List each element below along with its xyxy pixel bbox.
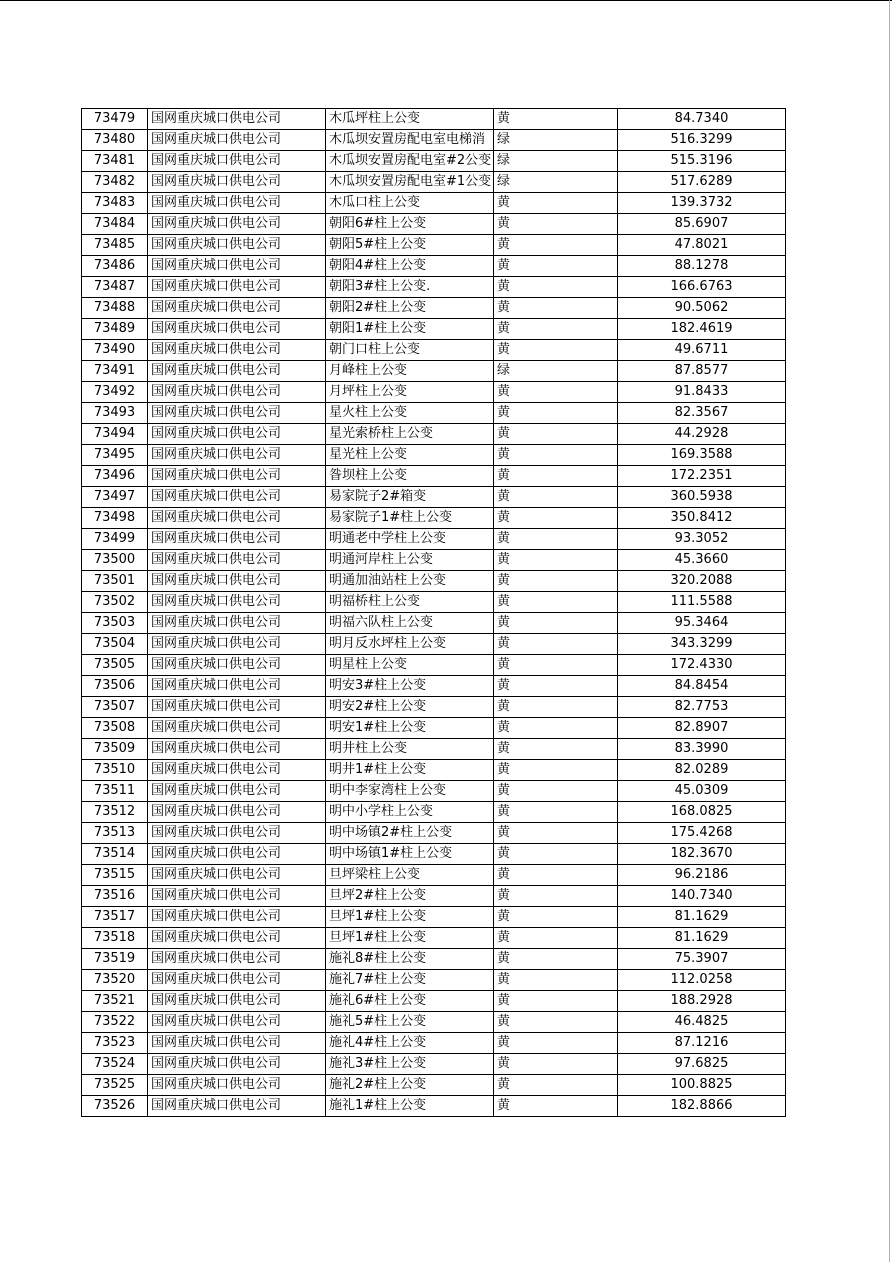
cell-id: 73507 bbox=[82, 697, 148, 718]
table-row bbox=[82, 739, 786, 760]
cell-id: 73485 bbox=[82, 235, 148, 256]
cell-transformer-name: 木瓜坝安置房配电室电梯消 bbox=[326, 130, 494, 151]
table-row bbox=[82, 109, 786, 130]
cell-transformer-name: 星火柱上公变 bbox=[326, 403, 494, 424]
cell-value: 166.6763 bbox=[618, 277, 786, 298]
table-row bbox=[82, 256, 786, 277]
cell-transformer-name: 木瓜坪柱上公变 bbox=[326, 109, 494, 130]
cell-value: 82.0289 bbox=[618, 760, 786, 781]
cell-value: 75.3907 bbox=[618, 949, 786, 970]
cell-level: 黄 bbox=[494, 298, 618, 319]
cell-level: 黄 bbox=[494, 466, 618, 487]
table-row bbox=[82, 403, 786, 424]
cell-id: 73511 bbox=[82, 781, 148, 802]
cell-company: 国网重庆城口供电公司 bbox=[148, 382, 326, 403]
cell-company: 国网重庆城口供电公司 bbox=[148, 844, 326, 865]
cell-id: 73487 bbox=[82, 277, 148, 298]
cell-level: 黄 bbox=[494, 634, 618, 655]
cell-id: 73520 bbox=[82, 970, 148, 991]
cell-id: 73490 bbox=[82, 340, 148, 361]
cell-level: 绿 bbox=[494, 151, 618, 172]
cell-company: 国网重庆城口供电公司 bbox=[148, 1075, 326, 1096]
table-row bbox=[82, 151, 786, 172]
cell-id: 73480 bbox=[82, 130, 148, 151]
cell-transformer-name: 施礼7#柱上公变 bbox=[326, 970, 494, 991]
cell-value: 91.8433 bbox=[618, 382, 786, 403]
cell-value: 46.4825 bbox=[618, 1012, 786, 1033]
table-row bbox=[82, 760, 786, 781]
table-row bbox=[82, 571, 786, 592]
cell-value: 97.6825 bbox=[618, 1054, 786, 1075]
cell-id: 73489 bbox=[82, 319, 148, 340]
cell-id: 73484 bbox=[82, 214, 148, 235]
cell-transformer-name: 明福六队柱上公变 bbox=[326, 613, 494, 634]
cell-id: 73502 bbox=[82, 592, 148, 613]
table-row bbox=[82, 844, 786, 865]
table-row bbox=[82, 928, 786, 949]
cell-company: 国网重庆城口供电公司 bbox=[148, 172, 326, 193]
cell-id: 73509 bbox=[82, 739, 148, 760]
cell-company: 国网重庆城口供电公司 bbox=[148, 466, 326, 487]
cell-value: 96.2186 bbox=[618, 865, 786, 886]
cell-level: 黄 bbox=[494, 886, 618, 907]
cell-value: 87.1216 bbox=[618, 1033, 786, 1054]
cell-level: 绿 bbox=[494, 130, 618, 151]
cell-company: 国网重庆城口供电公司 bbox=[148, 508, 326, 529]
cell-value: 83.3990 bbox=[618, 739, 786, 760]
table-row bbox=[82, 550, 786, 571]
substation-table bbox=[81, 108, 786, 1117]
table-row bbox=[82, 235, 786, 256]
cell-level: 黄 bbox=[494, 109, 618, 130]
cell-level: 黄 bbox=[494, 655, 618, 676]
table-row bbox=[82, 781, 786, 802]
cell-company: 国网重庆城口供电公司 bbox=[148, 949, 326, 970]
table-row bbox=[82, 1096, 786, 1117]
cell-id: 73491 bbox=[82, 361, 148, 382]
cell-company: 国网重庆城口供电公司 bbox=[148, 403, 326, 424]
cell-company: 国网重庆城口供电公司 bbox=[148, 613, 326, 634]
cell-level: 绿 bbox=[494, 172, 618, 193]
cell-transformer-name: 旦坪1#柱上公变 bbox=[326, 928, 494, 949]
cell-transformer-name: 易家院子2#箱变 bbox=[326, 487, 494, 508]
cell-level: 黄 bbox=[494, 865, 618, 886]
table-row bbox=[82, 1033, 786, 1054]
table-row bbox=[82, 529, 786, 550]
cell-level: 黄 bbox=[494, 970, 618, 991]
cell-transformer-name: 明井1#柱上公变 bbox=[326, 760, 494, 781]
cell-company: 国网重庆城口供电公司 bbox=[148, 151, 326, 172]
table-row bbox=[82, 1075, 786, 1096]
cell-company: 国网重庆城口供电公司 bbox=[148, 865, 326, 886]
cell-transformer-name: 明通老中学柱上公变 bbox=[326, 529, 494, 550]
table-row bbox=[82, 361, 786, 382]
cell-id: 73492 bbox=[82, 382, 148, 403]
cell-transformer-name: 旦坪1#柱上公变 bbox=[326, 907, 494, 928]
cell-id: 73482 bbox=[82, 172, 148, 193]
cell-value: 45.0309 bbox=[618, 781, 786, 802]
cell-transformer-name: 施礼5#柱上公变 bbox=[326, 1012, 494, 1033]
cell-company: 国网重庆城口供电公司 bbox=[148, 928, 326, 949]
cell-transformer-name: 星光柱上公变 bbox=[326, 445, 494, 466]
cell-id: 73525 bbox=[82, 1075, 148, 1096]
cell-transformer-name: 施礼8#柱上公变 bbox=[326, 949, 494, 970]
table-row bbox=[82, 613, 786, 634]
cell-transformer-name: 木瓜坝安置房配电室#2公变 bbox=[326, 151, 494, 172]
cell-value: 182.8866 bbox=[618, 1096, 786, 1117]
cell-id: 73506 bbox=[82, 676, 148, 697]
cell-value: 517.6289 bbox=[618, 172, 786, 193]
cell-company: 国网重庆城口供电公司 bbox=[148, 697, 326, 718]
cell-value: 45.3660 bbox=[618, 550, 786, 571]
table-row bbox=[82, 823, 786, 844]
cell-transformer-name: 明中李家湾柱上公变 bbox=[326, 781, 494, 802]
cell-id: 73516 bbox=[82, 886, 148, 907]
cell-transformer-name: 星光索桥柱上公变 bbox=[326, 424, 494, 445]
cell-id: 73486 bbox=[82, 256, 148, 277]
cell-value: 100.8825 bbox=[618, 1075, 786, 1096]
cell-id: 73481 bbox=[82, 151, 148, 172]
cell-level: 黄 bbox=[494, 1033, 618, 1054]
cell-id: 73526 bbox=[82, 1096, 148, 1117]
cell-transformer-name: 朝阳3#柱上公变. bbox=[326, 277, 494, 298]
cell-id: 73488 bbox=[82, 298, 148, 319]
cell-level: 黄 bbox=[494, 1075, 618, 1096]
cell-value: 49.6711 bbox=[618, 340, 786, 361]
cell-company: 国网重庆城口供电公司 bbox=[148, 634, 326, 655]
table-row bbox=[82, 718, 786, 739]
cell-company: 国网重庆城口供电公司 bbox=[148, 424, 326, 445]
table-row bbox=[82, 319, 786, 340]
cell-level: 黄 bbox=[494, 403, 618, 424]
cell-id: 73518 bbox=[82, 928, 148, 949]
cell-company: 国网重庆城口供电公司 bbox=[148, 907, 326, 928]
cell-level: 黄 bbox=[494, 550, 618, 571]
cell-level: 黄 bbox=[494, 949, 618, 970]
cell-id: 73513 bbox=[82, 823, 148, 844]
cell-level: 黄 bbox=[494, 928, 618, 949]
table-row bbox=[82, 1012, 786, 1033]
table-row bbox=[82, 340, 786, 361]
cell-value: 350.8412 bbox=[618, 508, 786, 529]
table-row bbox=[82, 697, 786, 718]
cell-level: 黄 bbox=[494, 844, 618, 865]
cell-value: 112.0258 bbox=[618, 970, 786, 991]
cell-company: 国网重庆城口供电公司 bbox=[148, 298, 326, 319]
cell-level: 黄 bbox=[494, 382, 618, 403]
cell-transformer-name: 朝阳6#柱上公变 bbox=[326, 214, 494, 235]
cell-transformer-name: 明通加油站柱上公变 bbox=[326, 571, 494, 592]
cell-level: 黄 bbox=[494, 991, 618, 1012]
cell-level: 黄 bbox=[494, 214, 618, 235]
cell-level: 黄 bbox=[494, 760, 618, 781]
cell-level: 绿 bbox=[494, 361, 618, 382]
cell-company: 国网重庆城口供电公司 bbox=[148, 718, 326, 739]
cell-value: 85.6907 bbox=[618, 214, 786, 235]
table-row bbox=[82, 277, 786, 298]
cell-company: 国网重庆城口供电公司 bbox=[148, 277, 326, 298]
cell-id: 73517 bbox=[82, 907, 148, 928]
cell-level: 黄 bbox=[494, 739, 618, 760]
cell-transformer-name: 木瓜坝安置房配电室#1公变 bbox=[326, 172, 494, 193]
cell-company: 国网重庆城口供电公司 bbox=[148, 1033, 326, 1054]
cell-transformer-name: 明中场镇1#柱上公变 bbox=[326, 844, 494, 865]
cell-transformer-name: 昝坝柱上公变 bbox=[326, 466, 494, 487]
table-row bbox=[82, 130, 786, 151]
cell-id: 73522 bbox=[82, 1012, 148, 1033]
cell-company: 国网重庆城口供电公司 bbox=[148, 760, 326, 781]
table-row bbox=[82, 949, 786, 970]
cell-value: 188.2928 bbox=[618, 991, 786, 1012]
cell-level: 黄 bbox=[494, 340, 618, 361]
cell-transformer-name: 木瓜口柱上公变 bbox=[326, 193, 494, 214]
cell-id: 73496 bbox=[82, 466, 148, 487]
cell-company: 国网重庆城口供电公司 bbox=[148, 109, 326, 130]
cell-transformer-name: 明月反水坪柱上公变 bbox=[326, 634, 494, 655]
cell-level: 黄 bbox=[494, 907, 618, 928]
cell-company: 国网重庆城口供电公司 bbox=[148, 1012, 326, 1033]
cell-level: 黄 bbox=[494, 802, 618, 823]
cell-value: 88.1278 bbox=[618, 256, 786, 277]
table-row bbox=[82, 991, 786, 1012]
cell-level: 黄 bbox=[494, 235, 618, 256]
cell-level: 黄 bbox=[494, 1012, 618, 1033]
cell-value: 84.7340 bbox=[618, 109, 786, 130]
cell-value: 515.3196 bbox=[618, 151, 786, 172]
cell-transformer-name: 旦坪2#柱上公变 bbox=[326, 886, 494, 907]
cell-id: 73519 bbox=[82, 949, 148, 970]
cell-id: 73508 bbox=[82, 718, 148, 739]
cell-transformer-name: 明星柱上公变 bbox=[326, 655, 494, 676]
cell-company: 国网重庆城口供电公司 bbox=[148, 886, 326, 907]
cell-transformer-name: 朝阳5#柱上公变 bbox=[326, 235, 494, 256]
cell-company: 国网重庆城口供电公司 bbox=[148, 991, 326, 1012]
cell-level: 黄 bbox=[494, 781, 618, 802]
table-row bbox=[82, 298, 786, 319]
table-row bbox=[82, 865, 786, 886]
cell-value: 182.3670 bbox=[618, 844, 786, 865]
cell-company: 国网重庆城口供电公司 bbox=[148, 235, 326, 256]
table-row bbox=[82, 487, 786, 508]
cell-company: 国网重庆城口供电公司 bbox=[148, 487, 326, 508]
cell-level: 黄 bbox=[494, 193, 618, 214]
cell-value: 111.5588 bbox=[618, 592, 786, 613]
cell-value: 360.5938 bbox=[618, 487, 786, 508]
cell-transformer-name: 月峰柱上公变 bbox=[326, 361, 494, 382]
cell-value: 516.3299 bbox=[618, 130, 786, 151]
cell-id: 73524 bbox=[82, 1054, 148, 1075]
cell-transformer-name: 朝门口柱上公变 bbox=[326, 340, 494, 361]
table-row bbox=[82, 907, 786, 928]
cell-company: 国网重庆城口供电公司 bbox=[148, 739, 326, 760]
cell-id: 73495 bbox=[82, 445, 148, 466]
table-row bbox=[82, 172, 786, 193]
cell-transformer-name: 施礼6#柱上公变 bbox=[326, 991, 494, 1012]
table-row bbox=[82, 802, 786, 823]
cell-transformer-name: 明安2#柱上公变 bbox=[326, 697, 494, 718]
cell-company: 国网重庆城口供电公司 bbox=[148, 1096, 326, 1117]
cell-company: 国网重庆城口供电公司 bbox=[148, 340, 326, 361]
cell-company: 国网重庆城口供电公司 bbox=[148, 445, 326, 466]
cell-level: 黄 bbox=[494, 319, 618, 340]
cell-id: 73479 bbox=[82, 109, 148, 130]
cell-id: 73512 bbox=[82, 802, 148, 823]
page-right-edge bbox=[889, 0, 890, 1262]
cell-value: 82.8907 bbox=[618, 718, 786, 739]
page-top-border bbox=[0, 0, 892, 1]
table-row bbox=[82, 676, 786, 697]
cell-transformer-name: 施礼2#柱上公变 bbox=[326, 1075, 494, 1096]
cell-company: 国网重庆城口供电公司 bbox=[148, 550, 326, 571]
cell-value: 182.4619 bbox=[618, 319, 786, 340]
cell-id: 73499 bbox=[82, 529, 148, 550]
table-row bbox=[82, 382, 786, 403]
cell-company: 国网重庆城口供电公司 bbox=[148, 193, 326, 214]
cell-level: 黄 bbox=[494, 529, 618, 550]
cell-id: 73500 bbox=[82, 550, 148, 571]
cell-level: 黄 bbox=[494, 697, 618, 718]
cell-company: 国网重庆城口供电公司 bbox=[148, 361, 326, 382]
cell-id: 73523 bbox=[82, 1033, 148, 1054]
cell-id: 73510 bbox=[82, 760, 148, 781]
table-row bbox=[82, 424, 786, 445]
cell-value: 81.1629 bbox=[618, 907, 786, 928]
table-row bbox=[82, 445, 786, 466]
table-row bbox=[82, 508, 786, 529]
cell-company: 国网重庆城口供电公司 bbox=[148, 214, 326, 235]
cell-company: 国网重庆城口供电公司 bbox=[148, 970, 326, 991]
cell-transformer-name: 明中小学柱上公变 bbox=[326, 802, 494, 823]
cell-value: 175.4268 bbox=[618, 823, 786, 844]
cell-value: 139.3732 bbox=[618, 193, 786, 214]
cell-value: 320.2088 bbox=[618, 571, 786, 592]
cell-company: 国网重庆城口供电公司 bbox=[148, 571, 326, 592]
table-row bbox=[82, 655, 786, 676]
cell-company: 国网重庆城口供电公司 bbox=[148, 130, 326, 151]
cell-company: 国网重庆城口供电公司 bbox=[148, 823, 326, 844]
cell-level: 黄 bbox=[494, 487, 618, 508]
cell-transformer-name: 明中场镇2#柱上公变 bbox=[326, 823, 494, 844]
cell-transformer-name: 明安3#柱上公变 bbox=[326, 676, 494, 697]
cell-id: 73493 bbox=[82, 403, 148, 424]
cell-company: 国网重庆城口供电公司 bbox=[148, 319, 326, 340]
cell-company: 国网重庆城口供电公司 bbox=[148, 529, 326, 550]
cell-level: 黄 bbox=[494, 718, 618, 739]
cell-value: 90.5062 bbox=[618, 298, 786, 319]
cell-level: 黄 bbox=[494, 1096, 618, 1117]
cell-value: 95.3464 bbox=[618, 613, 786, 634]
cell-company: 国网重庆城口供电公司 bbox=[148, 676, 326, 697]
table-row bbox=[82, 634, 786, 655]
cell-id: 73497 bbox=[82, 487, 148, 508]
cell-level: 黄 bbox=[494, 592, 618, 613]
cell-id: 73505 bbox=[82, 655, 148, 676]
cell-value: 169.3588 bbox=[618, 445, 786, 466]
cell-id: 73501 bbox=[82, 571, 148, 592]
table-body bbox=[82, 109, 786, 1117]
cell-transformer-name: 朝阳2#柱上公变 bbox=[326, 298, 494, 319]
cell-value: 172.4330 bbox=[618, 655, 786, 676]
cell-level: 黄 bbox=[494, 823, 618, 844]
cell-id: 73514 bbox=[82, 844, 148, 865]
cell-transformer-name: 旦坪梁柱上公变 bbox=[326, 865, 494, 886]
cell-transformer-name: 施礼1#柱上公变 bbox=[326, 1096, 494, 1117]
cell-company: 国网重庆城口供电公司 bbox=[148, 1054, 326, 1075]
cell-level: 黄 bbox=[494, 508, 618, 529]
cell-transformer-name: 施礼4#柱上公变 bbox=[326, 1033, 494, 1054]
cell-level: 黄 bbox=[494, 613, 618, 634]
cell-transformer-name: 月坪柱上公变 bbox=[326, 382, 494, 403]
cell-level: 黄 bbox=[494, 1054, 618, 1075]
cell-value: 168.0825 bbox=[618, 802, 786, 823]
table-row bbox=[82, 214, 786, 235]
cell-level: 黄 bbox=[494, 445, 618, 466]
cell-level: 黄 bbox=[494, 424, 618, 445]
cell-value: 82.7753 bbox=[618, 697, 786, 718]
cell-level: 黄 bbox=[494, 277, 618, 298]
cell-id: 73483 bbox=[82, 193, 148, 214]
cell-company: 国网重庆城口供电公司 bbox=[148, 781, 326, 802]
cell-company: 国网重庆城口供电公司 bbox=[148, 592, 326, 613]
cell-level: 黄 bbox=[494, 571, 618, 592]
cell-transformer-name: 明井柱上公变 bbox=[326, 739, 494, 760]
cell-value: 140.7340 bbox=[618, 886, 786, 907]
cell-company: 国网重庆城口供电公司 bbox=[148, 802, 326, 823]
cell-transformer-name: 朝阳4#柱上公变 bbox=[326, 256, 494, 277]
cell-id: 73503 bbox=[82, 613, 148, 634]
table-row bbox=[82, 1054, 786, 1075]
cell-value: 343.3299 bbox=[618, 634, 786, 655]
cell-id: 73515 bbox=[82, 865, 148, 886]
cell-transformer-name: 易家院子1#柱上公变 bbox=[326, 508, 494, 529]
cell-transformer-name: 明福桥柱上公变 bbox=[326, 592, 494, 613]
cell-value: 84.8454 bbox=[618, 676, 786, 697]
cell-value: 172.2351 bbox=[618, 466, 786, 487]
cell-value: 44.2928 bbox=[618, 424, 786, 445]
cell-id: 73521 bbox=[82, 991, 148, 1012]
cell-value: 82.3567 bbox=[618, 403, 786, 424]
cell-company: 国网重庆城口供电公司 bbox=[148, 256, 326, 277]
cell-value: 81.1629 bbox=[618, 928, 786, 949]
cell-transformer-name: 明安1#柱上公变 bbox=[326, 718, 494, 739]
table-row bbox=[82, 466, 786, 487]
cell-level: 黄 bbox=[494, 256, 618, 277]
cell-transformer-name: 朝阳1#柱上公变 bbox=[326, 319, 494, 340]
table-row bbox=[82, 970, 786, 991]
table-row bbox=[82, 886, 786, 907]
cell-id: 73494 bbox=[82, 424, 148, 445]
table-row bbox=[82, 193, 786, 214]
cell-level: 黄 bbox=[494, 676, 618, 697]
cell-transformer-name: 明通河岸柱上公变 bbox=[326, 550, 494, 571]
cell-value: 47.8021 bbox=[618, 235, 786, 256]
cell-value: 93.3052 bbox=[618, 529, 786, 550]
cell-company: 国网重庆城口供电公司 bbox=[148, 655, 326, 676]
cell-transformer-name: 施礼3#柱上公变 bbox=[326, 1054, 494, 1075]
table-row bbox=[82, 592, 786, 613]
cell-value: 87.8577 bbox=[618, 361, 786, 382]
cell-id: 73498 bbox=[82, 508, 148, 529]
cell-id: 73504 bbox=[82, 634, 148, 655]
